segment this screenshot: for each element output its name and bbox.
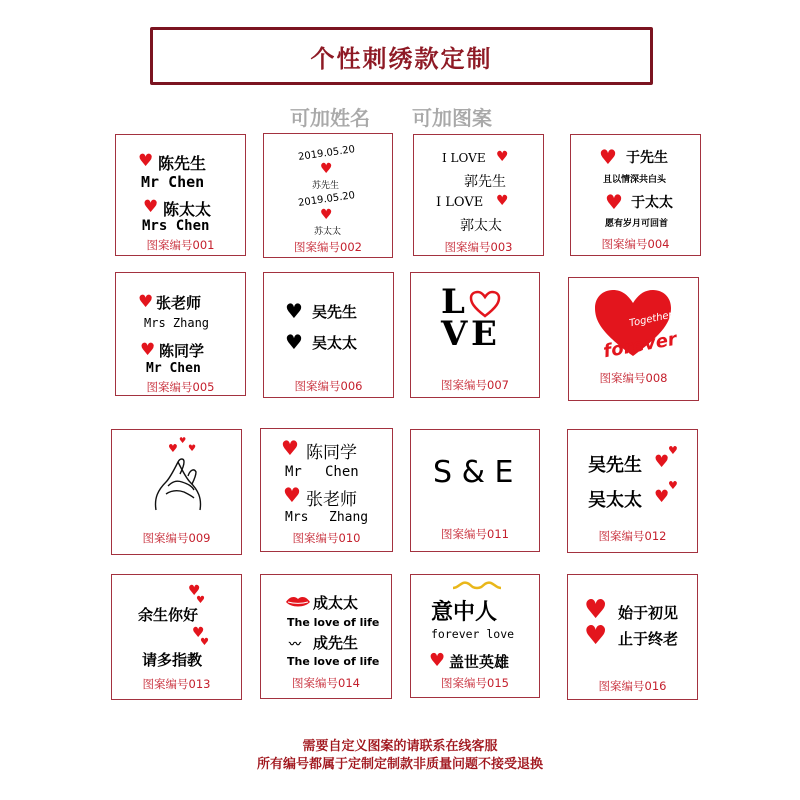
pattern-text: Mrs Zhang (144, 316, 210, 330)
pattern-text: 陈太太 (163, 200, 212, 219)
pattern-text: Mrs Chen (142, 218, 210, 234)
pattern-text: 愿有岁月可回首 (605, 219, 669, 229)
heart-icon: ♥ (138, 151, 154, 171)
pattern-caption: 图案编号016 (598, 679, 667, 693)
pattern-card-003[interactable] (413, 134, 544, 256)
heart-icon: ♥ (188, 583, 201, 599)
pattern-card-007[interactable] (410, 272, 540, 398)
pattern-text: 成太太 (313, 594, 359, 612)
pattern-text: 于太太 (631, 195, 673, 211)
pattern-caption: 图案编号012 (598, 529, 667, 543)
pattern-text: 成先生 (313, 634, 359, 652)
heart-icon: ♥ (668, 444, 678, 457)
pattern-card-009[interactable] (111, 429, 242, 555)
heart-icon: ♥ (320, 207, 333, 223)
pattern-text: Mr Chen (146, 361, 201, 376)
pattern-card-011[interactable] (410, 429, 540, 552)
footer-note-custom: 需要自定义图案的请联系在线客服 (302, 739, 498, 754)
pattern-card-015[interactable] (410, 574, 540, 698)
cloud-ornament-icon (451, 579, 503, 591)
pattern-card-001[interactable] (115, 134, 246, 256)
pattern-text: 始于初见 (618, 604, 679, 622)
heart-icon: ♥ (192, 625, 205, 641)
heart-icon: ♥ (140, 340, 156, 360)
heart-icon: ♥ (168, 442, 178, 455)
footer-note-policy: 所有编号都属于定制定制款非质量问题不接受退换 (256, 757, 543, 772)
subtitle-pattern: 可加图案 (412, 106, 492, 130)
pattern-text: 陈同学 (159, 342, 205, 360)
heart-icon: ♥ (200, 637, 209, 648)
pattern-text: 吴太太 (588, 490, 642, 511)
pattern-card-010[interactable] (260, 428, 393, 552)
heart-icon: ♥ (188, 444, 197, 454)
pattern-text: 2019.05.20 (297, 144, 356, 163)
lips-icon (285, 595, 311, 609)
pattern-card-006[interactable] (263, 272, 394, 398)
pattern-card-014[interactable] (260, 574, 392, 699)
heart-icon: ♥ (496, 193, 509, 209)
pattern-text: forever love (431, 627, 515, 641)
pattern-text: 苏太太 (314, 227, 342, 237)
pattern-text: I LOVE (436, 195, 484, 210)
pattern-caption: 图案编号010 (292, 531, 361, 545)
pattern-caption: 图案编号009 (142, 531, 211, 545)
pattern-card-016[interactable] (567, 574, 698, 700)
pattern-text: Zhang (329, 510, 369, 525)
pattern-caption: 图案编号001 (146, 238, 215, 252)
heart-icon: ♥ (283, 483, 301, 507)
pattern-card-005[interactable] (115, 272, 246, 396)
pattern-text: Mr (285, 464, 302, 480)
pattern-text: 张老师 (306, 490, 357, 510)
pattern-card-013[interactable] (111, 574, 242, 700)
pattern-text: 陈先生 (158, 154, 207, 173)
pattern-text: 吴先生 (312, 303, 358, 321)
pattern-caption: 图案编号002 (294, 240, 362, 254)
heart-icon: ♥ (584, 621, 608, 651)
heart-icon: ♥ (496, 149, 509, 165)
heart-icon: ♥ (654, 452, 670, 472)
pattern-text: 请多指教 (142, 651, 203, 669)
pattern-text: 吴先生 (588, 455, 642, 476)
heart-icon: ♥ (599, 145, 617, 169)
heart-icon: ♥ (138, 292, 154, 312)
pattern-text: 陈同学 (306, 443, 357, 463)
pattern-text: Chen (325, 464, 359, 480)
pattern-text: L (441, 282, 465, 322)
pattern-card-004[interactable] (570, 134, 701, 256)
pattern-caption: 图案编号007 (441, 378, 509, 392)
pattern-text: Together (628, 309, 674, 330)
heart-icon: ♥ (179, 436, 187, 445)
heart-icon: ♥ (320, 161, 333, 177)
pattern-text: The love of life (287, 655, 380, 668)
page-title: 个性刺绣款定制 (310, 44, 493, 73)
title-banner (150, 27, 653, 85)
heart-icon: ♥ (281, 436, 299, 460)
pattern-text: 意中人 (431, 600, 498, 625)
pattern-caption: 图案编号013 (142, 677, 211, 691)
heart-icon: ♥ (429, 650, 446, 671)
pattern-text: 张老师 (156, 294, 202, 312)
pattern-caption: 图案编号003 (444, 240, 513, 254)
pattern-text: I LOVE (442, 151, 486, 165)
pattern-caption: 图案编号006 (294, 379, 363, 393)
heart-icon: ♥ (285, 299, 303, 323)
pattern-text: 郭先生 (464, 174, 506, 190)
pattern-text: 盖世英雄 (449, 653, 510, 671)
pattern-text: E (471, 314, 497, 354)
pattern-caption: 图案编号014 (292, 676, 360, 690)
heart-icon: ♥ (285, 330, 303, 354)
pattern-text: 吴太太 (312, 334, 358, 352)
pattern-text: The love of life (287, 616, 380, 629)
pattern-card-002[interactable] (263, 133, 393, 258)
pattern-text: S & E (433, 455, 514, 490)
pattern-text: 止于终老 (618, 630, 679, 648)
heart-icon: ♥ (584, 595, 608, 625)
heart-icon: ♥ (143, 197, 159, 217)
heart-icon: ♥ (605, 190, 623, 214)
pattern-text: 于先生 (626, 150, 668, 166)
mustache-icon: 〰 (289, 637, 302, 651)
pattern-caption: 图案编号005 (146, 380, 215, 394)
heart-icon: ♥ (196, 595, 205, 606)
pattern-caption: 图案编号008 (599, 371, 668, 385)
subtitle-name: 可加姓名 (290, 106, 370, 130)
pattern-card-008[interactable] (568, 277, 699, 401)
pattern-text: V (441, 314, 468, 354)
pattern-text: 余生你好 (138, 606, 199, 624)
pattern-text: 苏先生 (312, 181, 340, 191)
pattern-text: 且以情深共白头 (603, 175, 667, 185)
pattern-text: forever (601, 328, 679, 363)
holding-hands-icon (148, 452, 208, 512)
heart-icon: ♥ (654, 487, 670, 507)
pattern-text: 郭太太 (460, 218, 502, 234)
pattern-text: Mr Chen (141, 173, 205, 191)
pattern-caption: 图案编号015 (441, 676, 509, 690)
pattern-caption: 图案编号011 (441, 527, 509, 541)
pattern-caption: 图案编号004 (601, 237, 670, 251)
heart-icon: ♥ (668, 479, 678, 492)
pattern-text: Mrs (285, 510, 309, 525)
pattern-card-012[interactable] (567, 429, 698, 553)
pattern-text: 2019.05.20 (297, 190, 356, 209)
